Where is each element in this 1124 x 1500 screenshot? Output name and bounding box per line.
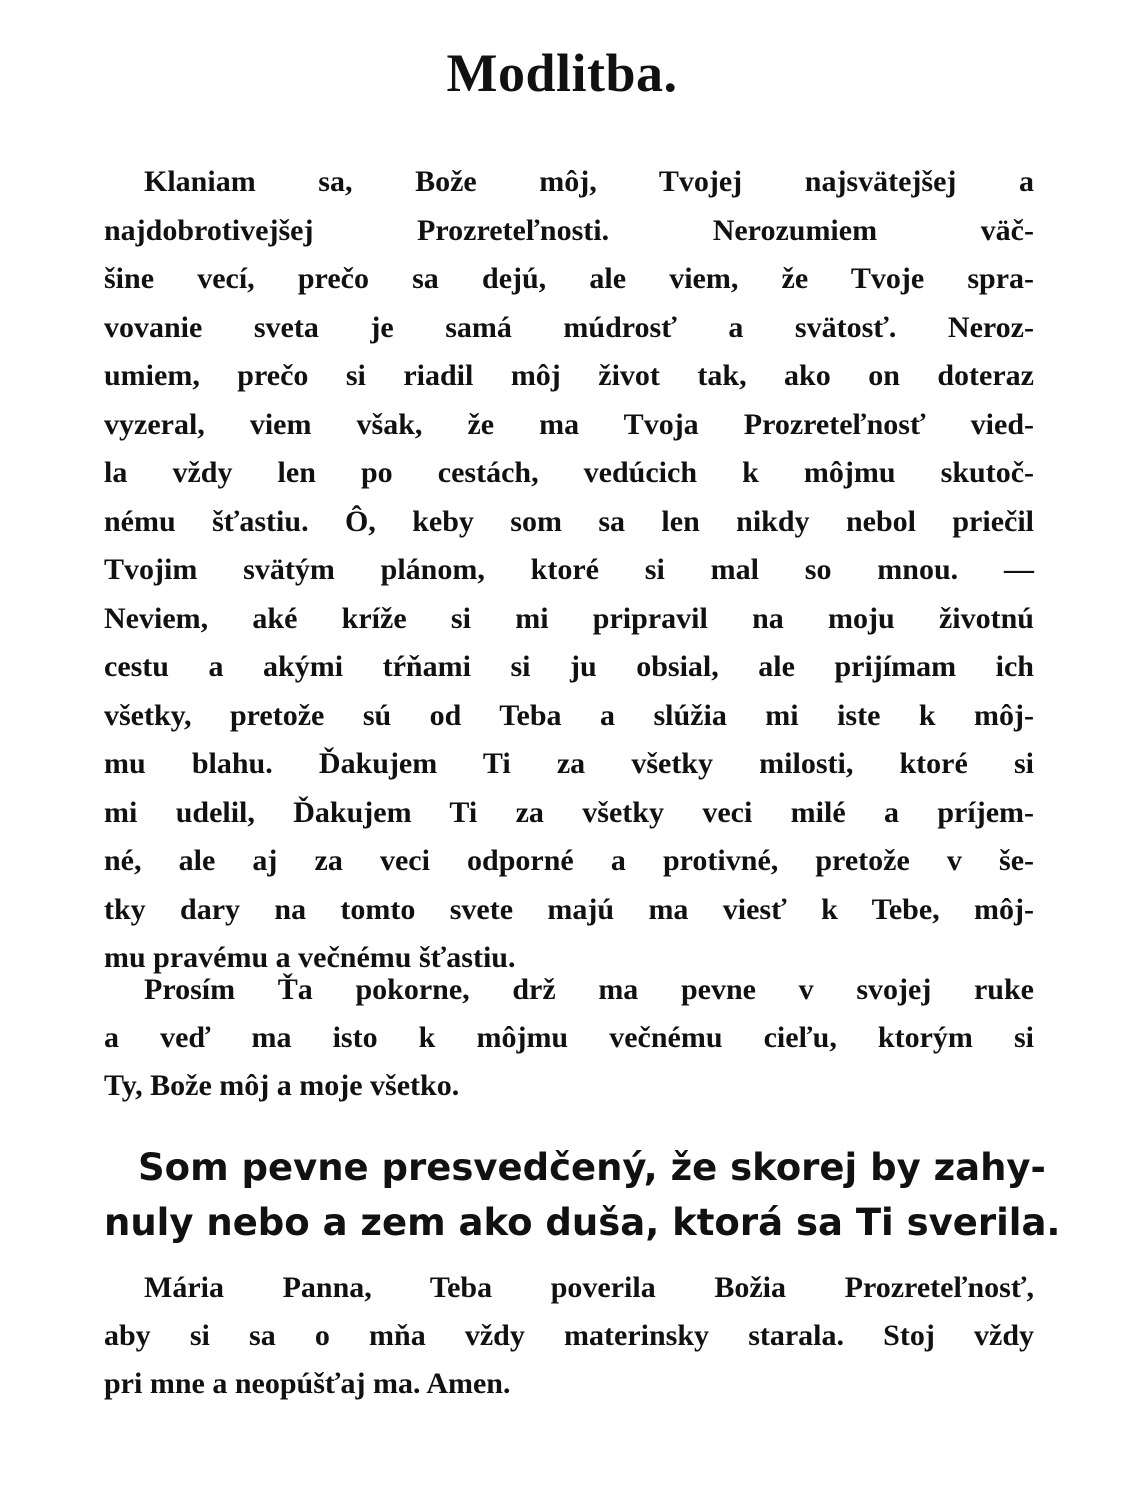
- prayer-line: tky dary na tomto svete majú ma viesť k Tebe, môj-: [104, 892, 1034, 926]
- prayer-line: Klaniam sa, Bože môj, Tvojej najsvätejšej a: [144, 165, 1034, 198]
- document-title: Modlitba.: [446, 43, 678, 103]
- prayer-line: cestu a akými tŕňami si ju obsial, ale prijímam ich: [104, 650, 1034, 683]
- prayer-line: šine vecí, prečo sa dejú, ale viem, že Tvoje spra-: [104, 262, 1034, 295]
- petition-paragraph: [104, 966, 1034, 1110]
- prayer-line: umiem, prečo si riadil môj život tak, ako on doteraz: [104, 359, 1034, 392]
- maria-line: aby si sa o mňa vždy materinsky starala. Stoj vždy: [104, 1319, 1034, 1352]
- prayer-line: mu pravému a večnému šťastiu.: [104, 941, 516, 974]
- prayer-line: mu blahu. Ďakujem Ti za všetky milosti, ktoré si: [104, 747, 1034, 780]
- prayer-line: najdobrotivejšej Prozreteľnosti. Nerozumiem väč-: [104, 213, 1034, 247]
- petition-line: Prosím Ťa pokorne, drž ma pevne v svojej ruke: [144, 973, 1034, 1006]
- prayer-line: Tvojim svätým plánom, ktoré si mal so mnou. —: [104, 553, 1034, 586]
- quote-line: Som pevne presvedčený, že skorej by zahy-: [138, 1146, 1046, 1189]
- prayer-line: nému šťastiu. Ô, keby som sa len nikdy nebol priečil: [104, 504, 1034, 538]
- quote-paragraph: [104, 1140, 1061, 1250]
- prayer-line: Neviem, aké kríže si mi pripravil na moju životnú: [104, 601, 1034, 635]
- prayer-line: la vždy len po cestách, vedúcich k môjmu skutoč-: [104, 456, 1034, 489]
- petition-line: Ty, Bože môj a moje všetko.: [104, 1069, 460, 1102]
- maria-line: pri mne a neopúšťaj ma. Amen.: [104, 1367, 511, 1400]
- maria-line: Mária Panna, Teba poverila Božia Prozreteľnosť,: [144, 1271, 1034, 1304]
- prayer-paragraph: [104, 158, 1034, 983]
- prayer-line: mi udelil, Ďakujem Ti za všetky veci milé a príjem-: [104, 795, 1034, 829]
- prayer-line: vovanie sveta je samá múdrosť a svätosť. Neroz-: [104, 310, 1034, 344]
- maria-paragraph: [104, 1264, 1034, 1408]
- petition-line: a veď ma isto k môjmu večnému cieľu, ktorým si: [104, 1021, 1034, 1054]
- prayer-line: né, ale aj za veci odporné a protivné, pretože v še-: [104, 844, 1034, 877]
- quote-line: nuly nebo a zem ako duša, ktorá sa Ti sverila.: [104, 1201, 1061, 1244]
- prayer-line: všetky, pretože sú od Teba a slúžia mi iste k môj-: [104, 698, 1034, 732]
- prayer-line: vyzeral, viem však, že ma Tvoja Prozreteľnosť vied-: [104, 407, 1034, 441]
